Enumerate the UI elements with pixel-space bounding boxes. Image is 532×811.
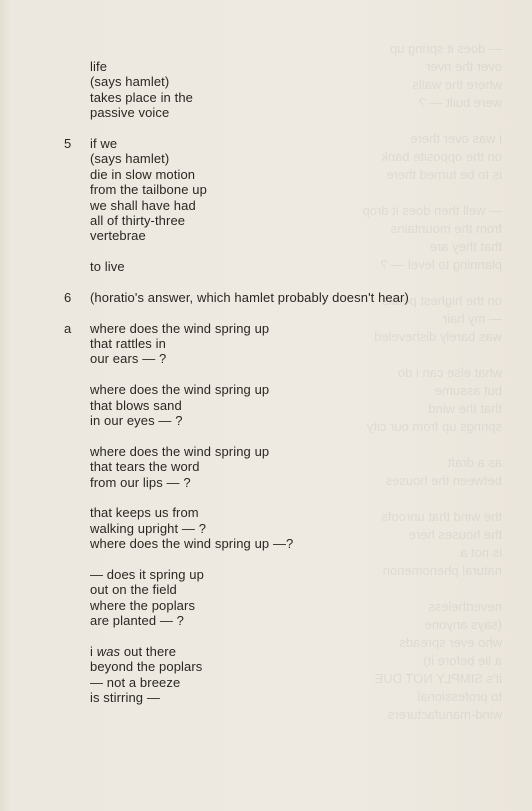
poem-line bbox=[64, 105, 514, 120]
show-through-line: on the highest peaks bbox=[382, 293, 502, 308]
stanza-number bbox=[64, 444, 90, 459]
show-through-line: the houses here bbox=[408, 527, 502, 542]
show-through-line: wind-manufacturers bbox=[387, 707, 502, 722]
poem-line-text: all of thirty-three bbox=[90, 212, 186, 228]
stanza-number bbox=[64, 675, 90, 690]
show-through-line: is to be turned there bbox=[386, 167, 502, 182]
stanza-number bbox=[64, 336, 90, 351]
poem-line-text: out on the field bbox=[90, 582, 177, 598]
show-through-line: on the opposite bank bbox=[381, 149, 502, 164]
stanza-number bbox=[64, 505, 90, 520]
poem-line-text: is stirring — bbox=[90, 690, 160, 706]
show-through-line: as a draft bbox=[447, 455, 502, 470]
poem-line bbox=[64, 521, 514, 536]
poem-line bbox=[64, 505, 514, 520]
stanza-number bbox=[64, 398, 90, 413]
show-through-line: planning to level — ? bbox=[380, 257, 502, 272]
show-through-line: — well then does it drop bbox=[362, 203, 502, 218]
poem-line-text: that rattles in bbox=[90, 336, 166, 352]
poem-line bbox=[64, 398, 514, 413]
stanza-number: a bbox=[64, 320, 72, 336]
poem-line-text: if we bbox=[90, 135, 118, 151]
poem-line-text: that keeps us from bbox=[90, 505, 199, 521]
poem-line-text: (says hamlet) bbox=[90, 151, 170, 167]
italic-emphasis: was bbox=[96, 643, 121, 659]
show-through-line: but assume bbox=[434, 383, 502, 398]
poem-line bbox=[64, 475, 514, 490]
poem-line bbox=[64, 459, 514, 474]
poem-line bbox=[64, 675, 514, 690]
stanza-number bbox=[64, 690, 90, 705]
poem-line bbox=[64, 182, 514, 197]
show-through-line: natural phenomenon bbox=[382, 563, 502, 578]
poem-line-text: — does it spring up bbox=[90, 566, 204, 582]
stanza-number bbox=[64, 598, 90, 613]
show-through-line: who ever spreads bbox=[399, 635, 502, 650]
stanza-number bbox=[64, 105, 90, 120]
show-through-line: is not a bbox=[460, 545, 502, 560]
poem-line-text: walking upright — ? bbox=[90, 520, 207, 536]
poem-line bbox=[64, 690, 514, 705]
stanza-number bbox=[64, 351, 90, 366]
stanza-gap bbox=[64, 367, 514, 382]
stanza-number bbox=[64, 659, 90, 674]
stanza-gap bbox=[64, 274, 514, 289]
stanza-number bbox=[64, 459, 90, 474]
poem-line bbox=[64, 259, 514, 274]
poem-line-text: our ears — ? bbox=[90, 351, 167, 367]
show-through-line: nevertheless bbox=[428, 599, 502, 614]
show-through-line: that they are bbox=[429, 239, 502, 254]
poem-line bbox=[64, 598, 514, 613]
poem-line-text: (says hamlet) bbox=[90, 74, 170, 90]
poem-body bbox=[64, 59, 514, 705]
stanza-number bbox=[64, 228, 90, 243]
show-through-line: springs up from our city bbox=[366, 419, 502, 434]
poem-line-text: vertebrae bbox=[90, 228, 146, 244]
stanza-number bbox=[64, 413, 90, 428]
stanza-number bbox=[64, 259, 90, 274]
stanza-number: 6 bbox=[64, 289, 72, 305]
stanza-number bbox=[64, 582, 90, 597]
stanza-gap bbox=[64, 428, 514, 443]
poem-line bbox=[64, 444, 514, 459]
poem-line bbox=[64, 582, 514, 597]
poem-line-text: where does the wind spring up —? bbox=[90, 536, 294, 552]
poem-line-text: where does the wind spring up bbox=[90, 443, 270, 459]
stanza-number bbox=[64, 213, 90, 228]
show-through-line: the wind that unroofs bbox=[381, 509, 502, 524]
stanza-gap bbox=[64, 628, 514, 643]
show-through-line: were built — ? bbox=[418, 95, 502, 110]
show-through-line: it's SIMPLY NOT DUE bbox=[374, 671, 502, 686]
show-through-line: from the mountains bbox=[390, 221, 502, 236]
stanza-number bbox=[64, 567, 90, 582]
poem-line bbox=[64, 659, 514, 674]
show-through-line: — my hair bbox=[442, 311, 502, 326]
stanza-number bbox=[64, 521, 90, 536]
poem-line-text bbox=[90, 644, 514, 659]
stanza-number bbox=[64, 151, 90, 166]
stanza-number bbox=[64, 59, 90, 74]
show-through-line: what else can i do bbox=[397, 365, 502, 380]
show-through-line: where the walls bbox=[412, 77, 502, 92]
stanza-number bbox=[64, 198, 90, 213]
show-through-line: was barely disheveled bbox=[374, 329, 502, 344]
poem-line bbox=[64, 336, 514, 351]
show-through-line: over the river bbox=[426, 59, 502, 74]
line-fragment: out there bbox=[120, 643, 177, 659]
stanza-number bbox=[64, 382, 90, 397]
poem-line bbox=[64, 167, 514, 182]
poem-line-text: where the poplars bbox=[90, 597, 196, 613]
poem-line bbox=[64, 613, 514, 628]
poem-line-text: where does the wind spring up bbox=[90, 320, 270, 336]
poem-line bbox=[64, 321, 514, 336]
poem-line-text: are planted — ? bbox=[90, 613, 185, 629]
poem-line-text: that blows sand bbox=[90, 397, 182, 413]
stanza-gap bbox=[64, 121, 514, 136]
stanza-gap bbox=[64, 490, 514, 505]
poem-line bbox=[64, 413, 514, 428]
poem-line bbox=[64, 151, 514, 166]
stanza-number bbox=[64, 90, 90, 105]
show-through-line: i was over there bbox=[410, 131, 502, 146]
poem-line bbox=[64, 228, 514, 243]
poem-line bbox=[64, 90, 514, 105]
show-through-line: between the houses bbox=[385, 473, 502, 488]
poem-line bbox=[64, 59, 514, 74]
poem-line bbox=[64, 290, 514, 305]
stanza-number bbox=[64, 644, 90, 659]
stanza-number bbox=[64, 167, 90, 182]
poem-line-text: takes place in the bbox=[90, 89, 193, 105]
poem-line-text: from our lips — ? bbox=[90, 474, 191, 490]
stanza-number: 5 bbox=[64, 135, 72, 151]
poem-line-text: beyond the poplars bbox=[90, 659, 203, 675]
stanza-gap bbox=[64, 244, 514, 259]
poem-line bbox=[64, 536, 514, 551]
show-through-line: a lie before it) bbox=[423, 653, 502, 668]
show-through-line: — does it spring up bbox=[389, 41, 502, 56]
poem-line-text: — not a breeze bbox=[90, 674, 181, 690]
stanza-gap bbox=[64, 552, 514, 567]
stanza-number bbox=[64, 536, 90, 551]
stanza-number bbox=[64, 613, 90, 628]
poem-line-text: from the tailbone up bbox=[90, 182, 207, 198]
poem-line-text: die in slow motion bbox=[90, 166, 196, 182]
poem-line-text: we shall have had bbox=[90, 197, 196, 213]
poem-line bbox=[64, 644, 514, 659]
poem-line-text: in our eyes — ? bbox=[90, 412, 183, 428]
poem-line bbox=[64, 74, 514, 89]
show-through-line: to professional bbox=[417, 689, 502, 704]
poem-line-text: to live bbox=[90, 259, 125, 275]
line-fragment: i bbox=[90, 643, 97, 659]
poem-line-text: life bbox=[90, 59, 108, 74]
poem-line bbox=[64, 567, 514, 582]
poem-line bbox=[64, 382, 514, 397]
poem-line-text: that tears the word bbox=[90, 459, 200, 475]
show-through-line: (says anyone bbox=[424, 617, 502, 632]
show-through-line: that the wind bbox=[428, 401, 502, 416]
stanza-gap bbox=[64, 305, 514, 320]
poem-line bbox=[64, 198, 514, 213]
poem-line bbox=[64, 136, 514, 151]
stanza-number bbox=[64, 475, 90, 490]
stanza-number bbox=[64, 182, 90, 197]
poem-line bbox=[64, 351, 514, 366]
stanza-number bbox=[64, 74, 90, 89]
poem-line-text: (horatio's answer, which hamlet probably doesn't hear) bbox=[90, 289, 409, 305]
poem-line-text: passive voice bbox=[90, 105, 170, 121]
poem-line-text: where does the wind spring up bbox=[90, 382, 270, 398]
poem-line bbox=[64, 213, 514, 228]
